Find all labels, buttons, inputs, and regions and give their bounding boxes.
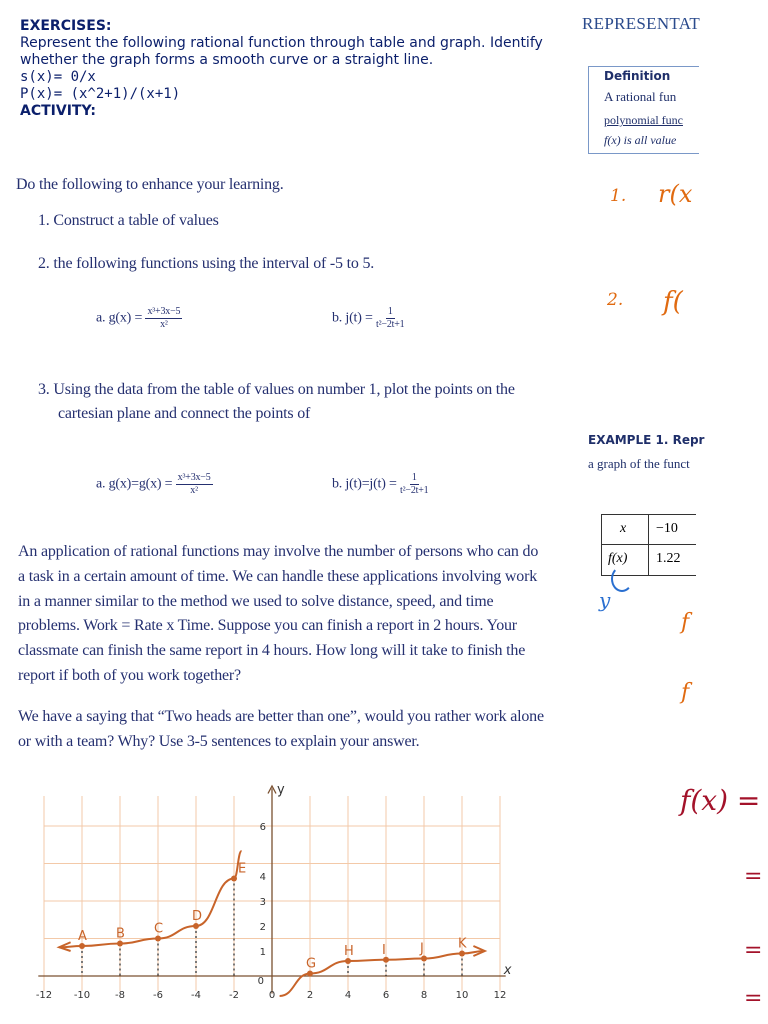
handwritten-num-1: 1.: [610, 186, 627, 206]
definition-line-1: A rational fun: [604, 89, 677, 104]
handwritten-y: y: [599, 588, 611, 612]
representation-title: REPRESENTAT: [582, 14, 701, 33]
table-col-divider: [648, 515, 649, 575]
activity-item-2: 2. the following functions using the interval of -5 to 5.: [38, 255, 375, 272]
x-tick-label: 6: [382, 990, 390, 1001]
para1-line: a task in a certain amount of time. We can handle these applications involving work: [18, 567, 537, 585]
right-panel: [582, 0, 705, 1024]
para1-line: in a manner similar to the method we used to solve distance, speed, and time: [18, 592, 494, 610]
work-application-paragraph: [18, 540, 558, 689]
activity-item-3-line1: 3. Using the data from the table of values on number 1, plot the points on the: [38, 381, 515, 398]
x-axis-label: x: [503, 963, 512, 978]
exercises-block: [20, 18, 550, 120]
item2a-numerator: x³+3x−5: [147, 306, 181, 317]
exercises-heading: EXERCISES:: [20, 18, 112, 34]
y-tick-label: 3: [259, 897, 266, 908]
activity-item-3-line2: cartesian plane and connect the points of: [58, 405, 311, 422]
graph-tick-labels: [36, 822, 507, 1001]
para1-line: An application of rational functions may involve the number of persons who can do: [18, 543, 539, 560]
definition-line-2: polynomial func: [604, 113, 683, 127]
table-f-label: f(x): [608, 551, 628, 566]
table-x-value: −10: [656, 521, 678, 536]
item2a-denominator: x²: [160, 319, 168, 330]
y-tick-label: 1: [259, 947, 266, 958]
handwritten-equals-1: =: [744, 864, 763, 889]
activity-intro: Do the following to enhance your learning.: [16, 176, 284, 193]
x-tick-label: -12: [35, 990, 53, 1001]
handwritten-r-function: r(x: [658, 180, 693, 208]
y-tick-label: 0: [257, 976, 264, 987]
point-E: [231, 876, 237, 882]
x-tick-label: 10: [455, 990, 469, 1001]
item3b-formula: [332, 472, 428, 497]
definition-line-3: f(x) is all value: [604, 133, 677, 147]
item3b-denominator: t²−2t+1: [400, 485, 429, 496]
rational-function-graph: [0, 770, 560, 1024]
table-f-value: 1.22: [656, 551, 681, 566]
x-tick-label: -8: [115, 990, 125, 1001]
handwritten-f-function: f(: [663, 287, 683, 317]
point-label-G: G: [306, 956, 317, 972]
definition-box: [588, 66, 699, 154]
item2b-numerator: 1: [387, 306, 393, 317]
item2a-label: a. g(x) =: [96, 310, 146, 326]
x-tick-label: 4: [344, 990, 352, 1001]
point-label-J: J: [420, 941, 424, 957]
item2a-formula: [96, 306, 182, 331]
handwritten-equals-2: =: [744, 938, 763, 963]
x-tick-label: -10: [73, 990, 91, 1001]
x-tick-label: 8: [420, 990, 428, 1001]
para2-line: or with a team? Why? Use 3-5 sentences to explain your answer.: [18, 733, 420, 750]
item3a-denominator: x²: [190, 485, 198, 496]
point-label-A: A: [78, 929, 87, 944]
example-line: a graph of the funct: [588, 456, 690, 471]
graph-axes: [38, 783, 512, 994]
x-tick-label: 12: [493, 990, 507, 1001]
table-circle-mark: [611, 566, 633, 592]
item3a-formula: [96, 472, 213, 497]
x-tick-label: 0: [268, 990, 276, 1001]
item3b-label: b. j(t)=j(t) =: [332, 476, 400, 492]
handwritten-f-1: f: [681, 610, 690, 635]
x-tick-label: -4: [191, 990, 201, 1001]
y-tick-label: 6: [259, 822, 266, 833]
para1-line: problems. Work = Rate x Time. Suppose you can finish a report in 2 hours. Your: [18, 617, 517, 635]
point-label-E: E: [238, 861, 247, 877]
y-tick-label: 4: [259, 872, 266, 883]
item3a-numerator: x³+3x−5: [177, 472, 211, 483]
value-table: [601, 514, 696, 576]
y-axis-label: y: [277, 782, 285, 798]
p-function: P(x)= (x^2+1)/(x+1): [20, 86, 181, 102]
para1-line: classmate can finish the same report in 4 hours. How long will it take to finish the: [18, 642, 526, 660]
point-label-B: B: [116, 926, 125, 942]
point-label-H: H: [344, 944, 354, 959]
activity-heading: ACTIVITY:: [20, 103, 96, 119]
item3a-label: a. g(x)=g(x) =: [96, 476, 176, 492]
point-label-I: I: [382, 942, 386, 958]
s-function: s(x)= 0/x: [20, 69, 96, 85]
activity-item-1: 1. Construct a table of values: [38, 212, 219, 229]
table-row-divider: [602, 544, 696, 545]
para1-line: report if both of you work together?: [18, 666, 241, 684]
handwritten-equals-3: =: [744, 986, 763, 1011]
item2b-label: b. j(t) =: [332, 310, 376, 326]
point-label-K: K: [458, 936, 467, 952]
y-tick-label: 2: [259, 922, 266, 933]
item2b-denominator: t²−2t+1: [376, 319, 405, 330]
x-tick-label: 2: [306, 990, 314, 1001]
item3b-numerator: 1: [411, 472, 417, 483]
item2b-formula: [332, 306, 404, 331]
point-label-C: C: [154, 921, 164, 937]
x-tick-label: -2: [229, 990, 239, 1001]
exercises-instruction: Represent the following rational function through table and graph. Identify whether the graph forms a smooth curve or a straight line.: [20, 35, 543, 68]
x-tick-label: -6: [153, 990, 163, 1001]
table-x-label: x: [620, 521, 627, 536]
handwritten-f-2: f: [681, 680, 690, 705]
teamwork-paragraph: [18, 704, 558, 754]
point-label-D: D: [192, 909, 203, 924]
handwritten-fx-equals: f(x) =: [680, 784, 761, 817]
para2-line: We have a saying that “Two heads are better than one”, would you rather work alone: [18, 708, 544, 725]
definition-heading: Definition: [604, 69, 671, 83]
handwritten-num-2: 2.: [607, 290, 624, 310]
example-heading: EXAMPLE 1. Repr: [588, 433, 705, 447]
